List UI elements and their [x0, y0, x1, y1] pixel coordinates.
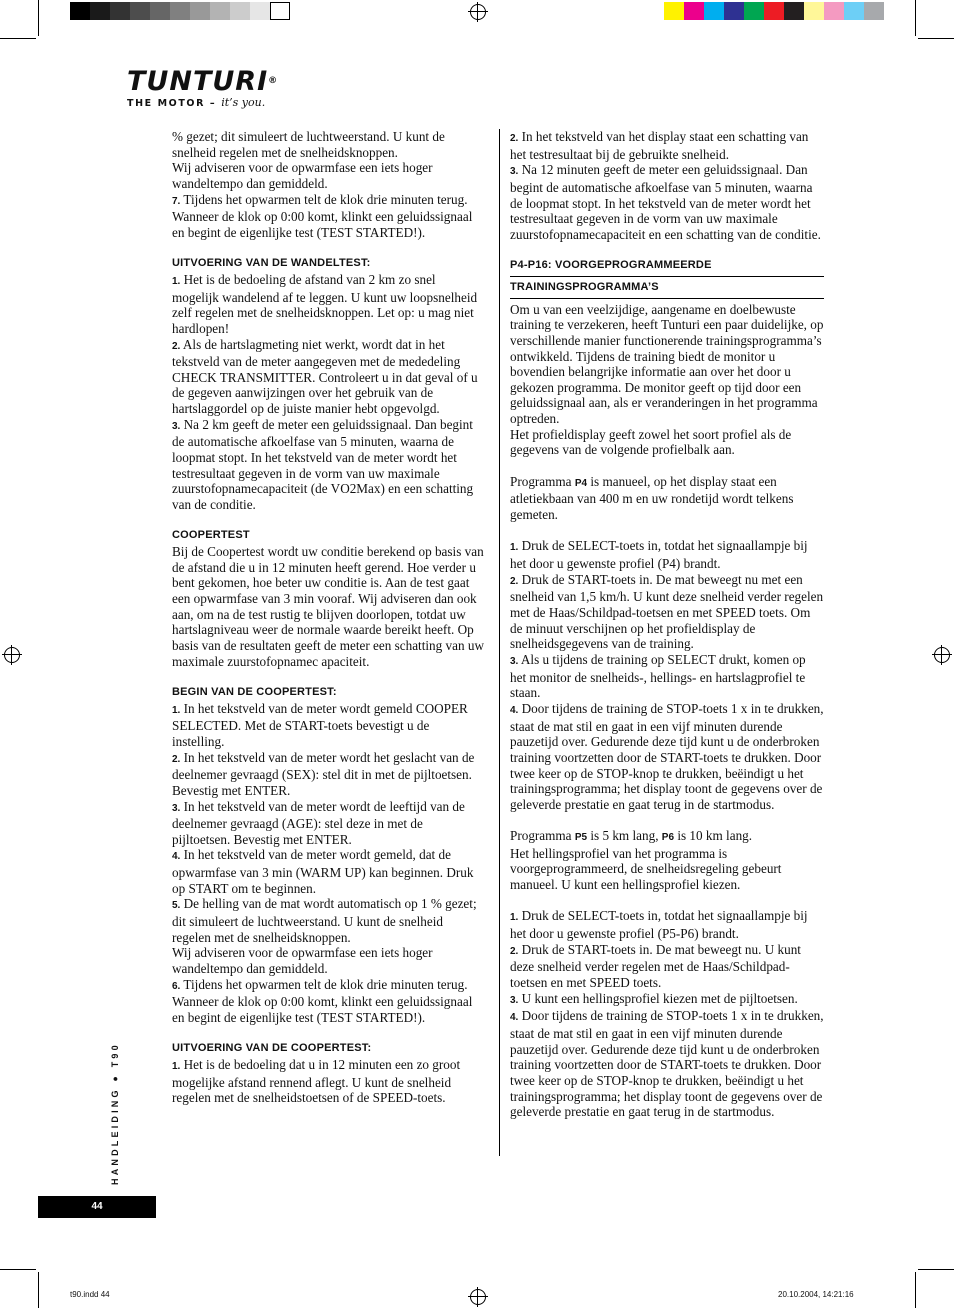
- paragraph: Het profieldisplay geeft zowel het soort profiel als de gegevens van de volgende profielbalk aan.: [510, 426, 792, 458]
- spacer: [172, 513, 484, 529]
- numbered-step: [172, 847, 484, 896]
- color-swatch: [824, 2, 844, 20]
- spacer: [172, 669, 484, 685]
- step-number: 3.: [172, 420, 181, 432]
- section-heading: UITVOERING VAN DE COOPERTEST:: [172, 1042, 372, 1055]
- paragraph-text: Programma: [510, 473, 575, 489]
- color-swatch: [844, 2, 864, 20]
- timestamp-slug: 20.10.2004, 14:21:16: [778, 1290, 854, 1299]
- step-number: 3.: [510, 655, 519, 667]
- registered-mark: ®: [268, 76, 279, 86]
- color-swatch: [130, 2, 150, 20]
- crop-mark: [38, 1272, 39, 1308]
- color-swatch: [784, 2, 804, 20]
- numbered-step: [510, 991, 824, 1009]
- numbered-step: [510, 129, 824, 162]
- step-text: Na 2 km geeft de meter een geluidssignaal. Dan begint de automatische afkoelfase van 5 minuten, waarna de loopmat stopt. In het tekstveld van de meter wordt het testresultaat gegeven in de vorm van uw maximale zuurstofopnamecapaciteit (de VO2Max) en een schatting van de conditie.: [172, 416, 474, 513]
- logo-wordmark: TUNTURI: [127, 66, 269, 97]
- step-number: 6.: [172, 980, 181, 992]
- program-code: P6: [661, 832, 675, 844]
- step-text: Het is de bedoeling de afstand van 2 km zo snel mogelijk wandelend af te leggen. U kunt uw loopsnelheid zelf regelen met de snelheidsknoppen. Let op: u mag niet hardlopen!: [172, 271, 478, 336]
- step-text: Als u tijdens de training op SELECT drukt, komen op het monitor de snelheids-, hellings- en hartslagprofiel te staan.: [510, 651, 806, 701]
- step-number: 2.: [510, 945, 519, 957]
- step-text: Als de hartslagmeting niet werkt, wordt dat in het tekstveld van de meter aangegeven met de mededeling CHECK TRANSMITTER. Controleert u in dat geval of u de gegeven aanwijzingen over het gebruik van de hartslaggordel op de juiste manier hebt opgevolgd.: [172, 336, 478, 417]
- step-number: 1.: [172, 1061, 181, 1072]
- color-swatch: [90, 2, 110, 20]
- step-text: Door tijdens de training de STOP-toets 1 x in te drukken, staat de mat stil en gaat in een vijf minuten durende pauzetijd over. Gedurende deze tijd kunt u de onderbroken training voortzetten door de START-toets te drukken. Door twee keer op de STOP-knop te drukken, beëindigt u het trainingsprogramma; het display toont de gegevens over de geleverde prestatie en gaat terug in de startmodus.: [510, 1008, 824, 1120]
- paragraph: Wij adviseren voor de opwarmfase een iets hoger wandeltempo dan gemiddeld.: [172, 945, 433, 977]
- step-number: 2.: [510, 575, 519, 587]
- brand-logo: [127, 68, 278, 109]
- page-number: 44: [38, 1196, 156, 1218]
- paragraph-text: is 10 km lang.: [674, 828, 753, 844]
- step-text: Druk de SELECT-toets in, totdat het signaallampje bij het door u gewenste profiel (P5-P6) brandt.: [510, 908, 808, 942]
- numbered-step: [510, 908, 824, 941]
- step-number: 4.: [510, 704, 519, 716]
- numbered-step: [172, 337, 484, 417]
- step-text: Na 12 minuten geeft de meter een geluidssignaal. Dan begint de automatische afkoelfase van 5 minuten, waarna de loopmat stopt. In het tekstveld van de meter wordt het testresultaat gegeven in de vorm van uw maximale zuurstofopnamecapaciteit en een schatting van de conditie.: [510, 162, 821, 242]
- crop-mark: [918, 38, 954, 39]
- numbered-step: [172, 896, 484, 945]
- numbered-step: [510, 1008, 824, 1120]
- numbered-step: [510, 652, 824, 701]
- program-code: P5: [574, 832, 588, 844]
- step-text: De helling van de mat wordt automatisch op 1 % gezet; dit simuleert de luchtweerstand. U kunt de snelheid regelen met de snelheidsknoppen.: [172, 896, 477, 945]
- numbered-step: [510, 701, 824, 813]
- section-heading: BEGIN VAN DE COOPERTEST:: [172, 685, 337, 698]
- file-slug: t90.indd 44: [70, 1290, 110, 1299]
- crop-mark: [915, 1272, 916, 1308]
- right-text-column: [510, 129, 824, 1120]
- numbered-step: [510, 572, 824, 652]
- section-heading: UITVOERING VAN DE WANDELTEST:: [172, 257, 371, 270]
- step-number: 1.: [172, 704, 181, 716]
- step-number: 3.: [510, 166, 519, 178]
- paragraph: Wij adviseren voor de opwarmfase een iets hoger wandeltempo dan gemiddeld.: [172, 160, 433, 191]
- grayscale-color-bar: [70, 2, 290, 20]
- step-text: Het is de bedoeling dat u in 12 minuten een zo groot mogelijke afstand rennend aflegt. U kunt de snelheid regelen met de snelheidstoetsen of de SPEED-toets.: [172, 1057, 461, 1106]
- numbered-step: [172, 192, 484, 241]
- step-number: 2.: [510, 133, 519, 144]
- step-text: In het tekstveld van de meter wordt het geslacht van de deelnemer gevraagd (SEX): stel dit in met de pijltoetsen. Bevestig met ENTER.: [172, 749, 475, 798]
- crop-mark: [915, 0, 916, 36]
- crop-mark: [0, 38, 36, 39]
- step-number: 4.: [172, 851, 181, 863]
- crop-mark: [918, 1269, 954, 1270]
- numbered-step: [172, 750, 484, 799]
- color-swatch: [190, 2, 210, 20]
- step-text: In het tekstveld van de meter wordt gemeld COOPER SELECTED. Met de START-toets bevestigt u de instelling.: [172, 700, 468, 749]
- numbered-step: [172, 701, 484, 750]
- color-swatch: [764, 2, 784, 20]
- section-heading: COOPERTEST: [172, 529, 250, 542]
- step-text: Druk de START-toets in. De mat beweegt nu. U kunt deze snelheid verder regelen met de Haas/Schildpad-toetsen en met SPEED toets.: [510, 941, 801, 991]
- spacer: [172, 241, 484, 257]
- numbered-step: [172, 1057, 484, 1106]
- step-text: In het tekstveld van de meter wordt gemeld, dat de opwarmfase van 3 min (WARM UP) kan beginnen. Druk op START om te beginnen.: [172, 847, 474, 896]
- section-heading: P4-P16: VOORGEPROGRAMMEERDE: [510, 258, 824, 277]
- spacer: [510, 523, 824, 539]
- step-number: 7.: [172, 195, 181, 207]
- color-swatch: [664, 2, 684, 20]
- step-text: In het tekstveld van het display staat een schatting van het testresultaat bij de gebruikte snelheid.: [510, 129, 809, 162]
- spacer: [172, 1026, 484, 1042]
- spacer: [510, 813, 824, 829]
- color-swatch: [684, 2, 704, 20]
- registration-mark-icon: [934, 647, 950, 663]
- spacer: [510, 458, 824, 474]
- numbered-step: [510, 538, 824, 571]
- numbered-step: [510, 162, 824, 242]
- logo-tagline: THE MOTOR – it’s you.: [127, 96, 266, 109]
- paragraph: % gezet; dit simuleert de luchtweerstand. U kunt de snelheid regelen met de snelheidsknoppen.: [172, 129, 445, 160]
- color-swatch: [704, 2, 724, 20]
- color-swatch: [864, 2, 884, 20]
- paragraph: [510, 828, 824, 846]
- process-color-bar: [664, 2, 884, 20]
- program-code: P4: [574, 477, 588, 489]
- step-number: 3.: [172, 802, 181, 814]
- spacer: [510, 893, 824, 909]
- color-swatch: [110, 2, 130, 20]
- step-number: 2.: [172, 753, 181, 765]
- step-number: 4.: [510, 1012, 519, 1024]
- numbered-step: [172, 417, 484, 513]
- registration-mark-icon: [470, 4, 486, 20]
- registration-mark-icon: [4, 647, 20, 663]
- numbered-step: [172, 977, 484, 1026]
- step-number: 5.: [172, 900, 181, 912]
- step-text: Door tijdens de training de STOP-toets 1 x in te drukken, staat de mat stil en gaat in een vijf minuten durende pauzetijd over. Gedurende deze tijd kunt u de onderbroken training voortzetten door de START-toets te drukken. Door twee keer op de STOP-knop te drukken, beëindigt u het trainingsprogramma; het display toont de gegevens over de geleverde prestatie en gaat terug in de startmodus.: [510, 700, 824, 812]
- step-number: 1.: [172, 275, 181, 287]
- paragraph-text: Programma: [510, 828, 575, 844]
- color-swatch: [210, 2, 230, 20]
- step-number: 2.: [172, 340, 181, 352]
- sidebar-label: HANDLEIDING ● T90: [110, 1042, 120, 1185]
- step-number: 1.: [510, 542, 519, 554]
- numbered-step: [172, 272, 484, 337]
- step-text: Tijdens het opwarmen telt de klok drie minuten terug. Wanneer de klok op 0:00 komt, klinkt een geluidssignaal en begint de eigenlijke test (TEST STARTED!).: [172, 191, 473, 240]
- paragraph: [510, 474, 824, 523]
- paragraph-text: is 5 km lang,: [587, 828, 662, 844]
- paragraph: Het hellingsprofiel van het programma is voorgeprogrammeerd, de snelheidsregeling gebeurt manueel. U kunt een hellingsprofiel kiezen.: [510, 845, 782, 893]
- color-swatch: [250, 2, 270, 20]
- step-text: In het tekstveld van de meter wordt de leeftijd van de deelnemer gevraagd (AGE): stel deze in met de pijltoetsen. Bevestig met ENTER.: [172, 798, 465, 847]
- step-number: 3.: [510, 994, 519, 1006]
- paragraph-text: is manueel, op het display staat een atletiekbaan van 400 m en uw rondetijd wordt telkens gemeten.: [510, 473, 794, 523]
- color-swatch: [230, 2, 250, 20]
- step-number: 1.: [510, 912, 519, 924]
- section-heading: TRAININGSPROGRAMMA’S: [510, 280, 824, 299]
- color-swatch: [804, 2, 824, 20]
- color-swatch: [150, 2, 170, 20]
- numbered-step: [172, 799, 484, 848]
- step-text: Druk de START-toets in. De mat beweegt nu met een snelheid van 1,5 km/h. U kunt deze snelheid verder regelen met de Haas/Schildpad-toetsen en met SPEED toets. Om de minuut verschijnen op het profieldisplay de snelheidsgegevens van de training.: [510, 571, 824, 652]
- color-swatch: [744, 2, 764, 20]
- paragraph: Om u van een veelzijdige, aangename en doelbewuste training te verzekeren, heeft Tunturi een paar duidelijke, op verschillende manier functionerende trainingsprogramma’s ontwikkeld. Tijdens de training biedt de monitor u bovendien belangrijke informatie aan over het door u gekozen programma. De monitor geeft op tijd door een geluidssignaal aan, als er veranderingen in het programma optreden.: [510, 301, 824, 427]
- crop-mark: [38, 0, 39, 36]
- numbered-step: [510, 942, 824, 991]
- color-swatch: [70, 2, 90, 20]
- step-text: U kunt een hellingsprofiel kiezen met de pijltoetsen.: [518, 990, 798, 1006]
- spacer: [510, 243, 824, 259]
- left-text-column: [172, 129, 484, 1106]
- crop-mark: [0, 1269, 36, 1270]
- color-swatch: [724, 2, 744, 20]
- step-text: Tijdens het opwarmen telt de klok drie minuten terug. Wanneer de klok op 0:00 komt, klinkt een geluidssignaal en begint de eigenlijke test (TEST STARTED!).: [172, 976, 473, 1026]
- color-swatch: [270, 2, 290, 20]
- column-divider: [499, 129, 500, 1156]
- color-swatch: [170, 2, 190, 20]
- paragraph: Bij de Coopertest wordt uw conditie berekend op basis van de afstand die u in 12 minuten heeft gerend. Hoe verder u bent gekomen, hoe beter uw conditie is. Aan de test gaat een opwarmfase van 3 min vooraf. Wij adviseren dan ook aan, om na de test rustig te blijven doorlopen, totdat uw hartslagniveau weer de normale waarde bereikt heeft. Op basis van de resultaten geeft de meter een schatting van uw maximale zuurstofopnamec apaciteit.: [172, 544, 484, 669]
- step-text: Druk de SELECT-toets in, totdat het signaallampje bij het door u gewenste profiel (P4) brandt.: [510, 538, 808, 572]
- registration-mark-icon: [470, 1289, 486, 1305]
